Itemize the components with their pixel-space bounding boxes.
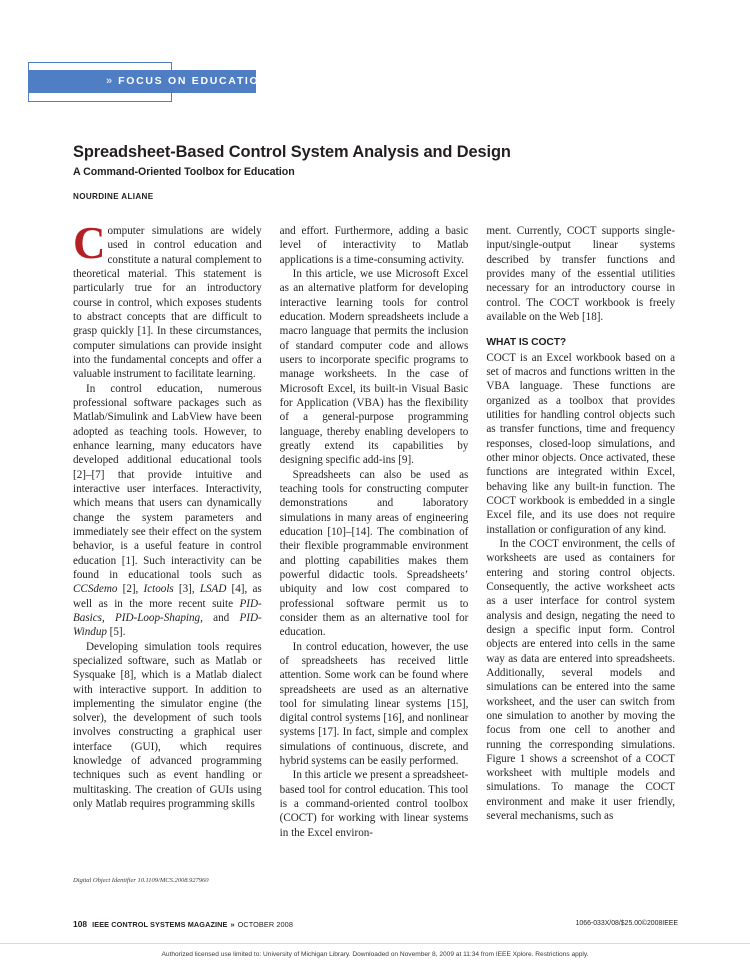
copyright-line: 1066-033X/08/$25.00©2008IEEE: [575, 920, 678, 927]
paragraph-intro: [73, 218, 262, 382]
paragraph-c2-2: In this article, we use Microsoft Excel as an alternative platform for developing interactive learning tools for control education. Modern spreadsheets include a macro language that permits the inclusion of standard computer code and allows users to incorporate specific programs to manage worksheets. In the case of Microsoft Excel, its built-in Visual Basic for Application (VBA) has the flexibility of a general-purpose programming language, thereby enabling developers to greatly extend its capabilities by designing specific add-ins [9].: [279, 267, 469, 467]
paragraph-intro-text: omputer simulations are widely used in control education and constitute a natural complement to theoretical material. This statement is particularly true for an introductory course in control, which exposes students to abstract concepts that are difficult to grasp quickly [1]. In these circumstances, computer simulations can provide insight into the fundamental concepts and offer a valuable instrument to facilitate learning.: [73, 225, 262, 381]
drop-cap: C: [73, 218, 106, 268]
paragraph-c2-3: Spreadsheets can also be used as teaching tools for constructing computer demonstrations and laboratory simulations in many areas of engineering education [10]–[14]. The combination of their flexible programmable environment and plotting capabilities makes them powerful didactic tools. Spreadsheets’ ubiquity and low cost compared to professional software permit us to consider them as an alternative tool for education.: [279, 468, 469, 639]
focus-banner: [28, 62, 268, 102]
license-notice: Authorized licensed use limited to: University of Michigan Library. Downloaded on November 8, 2009 at 11:34 from IEEE Xplore. Restrictions apply.: [161, 951, 589, 958]
section-heading-what-is-coct: WHAT IS COCT?: [486, 337, 567, 349]
c1p2-italic-ictools: Ictools: [143, 583, 174, 596]
paragraph-c3-1: ment. Currently, COCT supports single-input/single-output linear systems described by transfer functions and provides many of the essential utilities necessary for an introductory course in control. The COCT workbook is freely available on the Web [18].: [486, 225, 676, 323]
c1p2-seg-f: [5].: [106, 626, 126, 639]
c1p2-italic-lsad: LSAD: [199, 583, 227, 596]
column-1: [73, 218, 262, 884]
c1p2-seg-e: , and: [200, 611, 240, 624]
issue-date: OCTOBER 2008: [237, 920, 293, 929]
c1p2-italic-pid-windup: PID-Windup: [73, 611, 262, 639]
c1p2-seg-d: [4], as well as in the more recent suite: [73, 583, 262, 610]
paragraph-c3-3: In the COCT environment, the cells of worksheets are used as containers for entering and storing control objects. Consequently, the active worksheet acts as a user interface for control system analysis and design, negating the need to design a specific input form. Control objects are entered into cells in the same way as data are entered into spreadsheets. Additionally, several models and simulations can be entered into the same worksheet, and the user can switch from one simulation to another by moving the focus from one cell to another and running the corresponding simulations. Figure 1 shows a screenshot of a COCT worksheet with multiple models and simulations. To manage the COCT environment and make it user friendly, several mechanisms, such as: [486, 537, 676, 823]
page-subtitle: A Command-Oriented Toolbox for Education: [73, 166, 295, 178]
banner-label: FOCUS ON EDUCATION: [118, 75, 269, 88]
c1p2-italic-ccsdemo: CCSdemo: [73, 583, 118, 596]
license-divider: [0, 943, 750, 944]
c1p2-seg-b: [2],: [117, 583, 144, 596]
paragraph-c1-3: Developing simulation tools requires specialized software, such as Matlab or Sysquake [8], which is a Matlab dialect with interactive support. In addition to implementing the simulator engine (the solver), the development of such tools involves constructing a graphical user interface (GUI), which requires knowledge of advanced programming techniques such as event handling or multitasking. The creation of GUIs using only Matlab requires programming skills: [73, 640, 262, 811]
banner-bar: [28, 70, 269, 93]
magazine-name: IEEE CONTROL SYSTEMS MAGAZINE: [92, 920, 228, 929]
author-name: NOURDINE ALIANE: [73, 192, 154, 201]
paragraph-c1-2: [73, 382, 262, 640]
footer-left: [73, 919, 293, 929]
c1p2-italic-pid-basics: PID-Basics, PID-Loop-Shaping: [73, 597, 262, 624]
c1p2-seg-a: In control education, numerous professional software packages such as Matlab/Simulink and LabView have been adopted as teaching tools. However, to enhance learning, many educators have developed additional educational tools [2]–[7] that provide intuitive and interactive user interfaces. Interactivity, which means that users can dynamically change the system parameters and immediately see their effect on the system behavior, is a useful feature in control education [1]. Such interactivity can be found in educational tools such as: [73, 382, 262, 581]
paragraph-c2-5: In this article we present a spreadsheet-based tool for control education. This tool is a command-oriented control toolbox (COCT) for working with linear systems in the Excel environ-: [279, 769, 469, 839]
article-body: [73, 218, 676, 884]
paragraph-c2-4: In control education, however, the use of spreadsheets has received little attention. Some work can be found where spreadsheets are used as an alternative tool for simulating linear systems [15], digital control systems [16], and nonlinear systems [17]. In fact, simple and complex simulations of continuous, discrete, and hybrid systems can be easily performed.: [279, 640, 469, 768]
c1p2-seg-c: [3],: [173, 583, 200, 596]
column-2: [280, 224, 469, 884]
page-number: 108: [73, 919, 88, 929]
page-title: Spreadsheet-Based Control System Analysis and Design: [73, 143, 511, 161]
paragraph-c3-2: COCT is an Excel workbook based on a set of macros and functions written in the VBA language. These functions are organized as a toolbox that provides utilities for handling control objects such as transfer functions, time and frequency responses, closed-loop simulations, and other minor objects. Once activated, these functions are integrated within Excel, behaving like any built-in function. The COCT workbook is embedded in a single Excel file, and its use does not require installation or configuration of any kind.: [486, 351, 676, 536]
double-chevron-right-icon: »: [106, 75, 112, 87]
paragraph-c2-1: and effort. Furthermore, adding a basic level of interactivity to Matlab applications is a time-consuming activity.: [279, 225, 469, 266]
doi-line: Digital Object Identifier 10.1109/MCS.2008.927960: [73, 877, 209, 884]
footer-chevron-icon: »: [230, 920, 235, 929]
column-3: [486, 224, 675, 884]
